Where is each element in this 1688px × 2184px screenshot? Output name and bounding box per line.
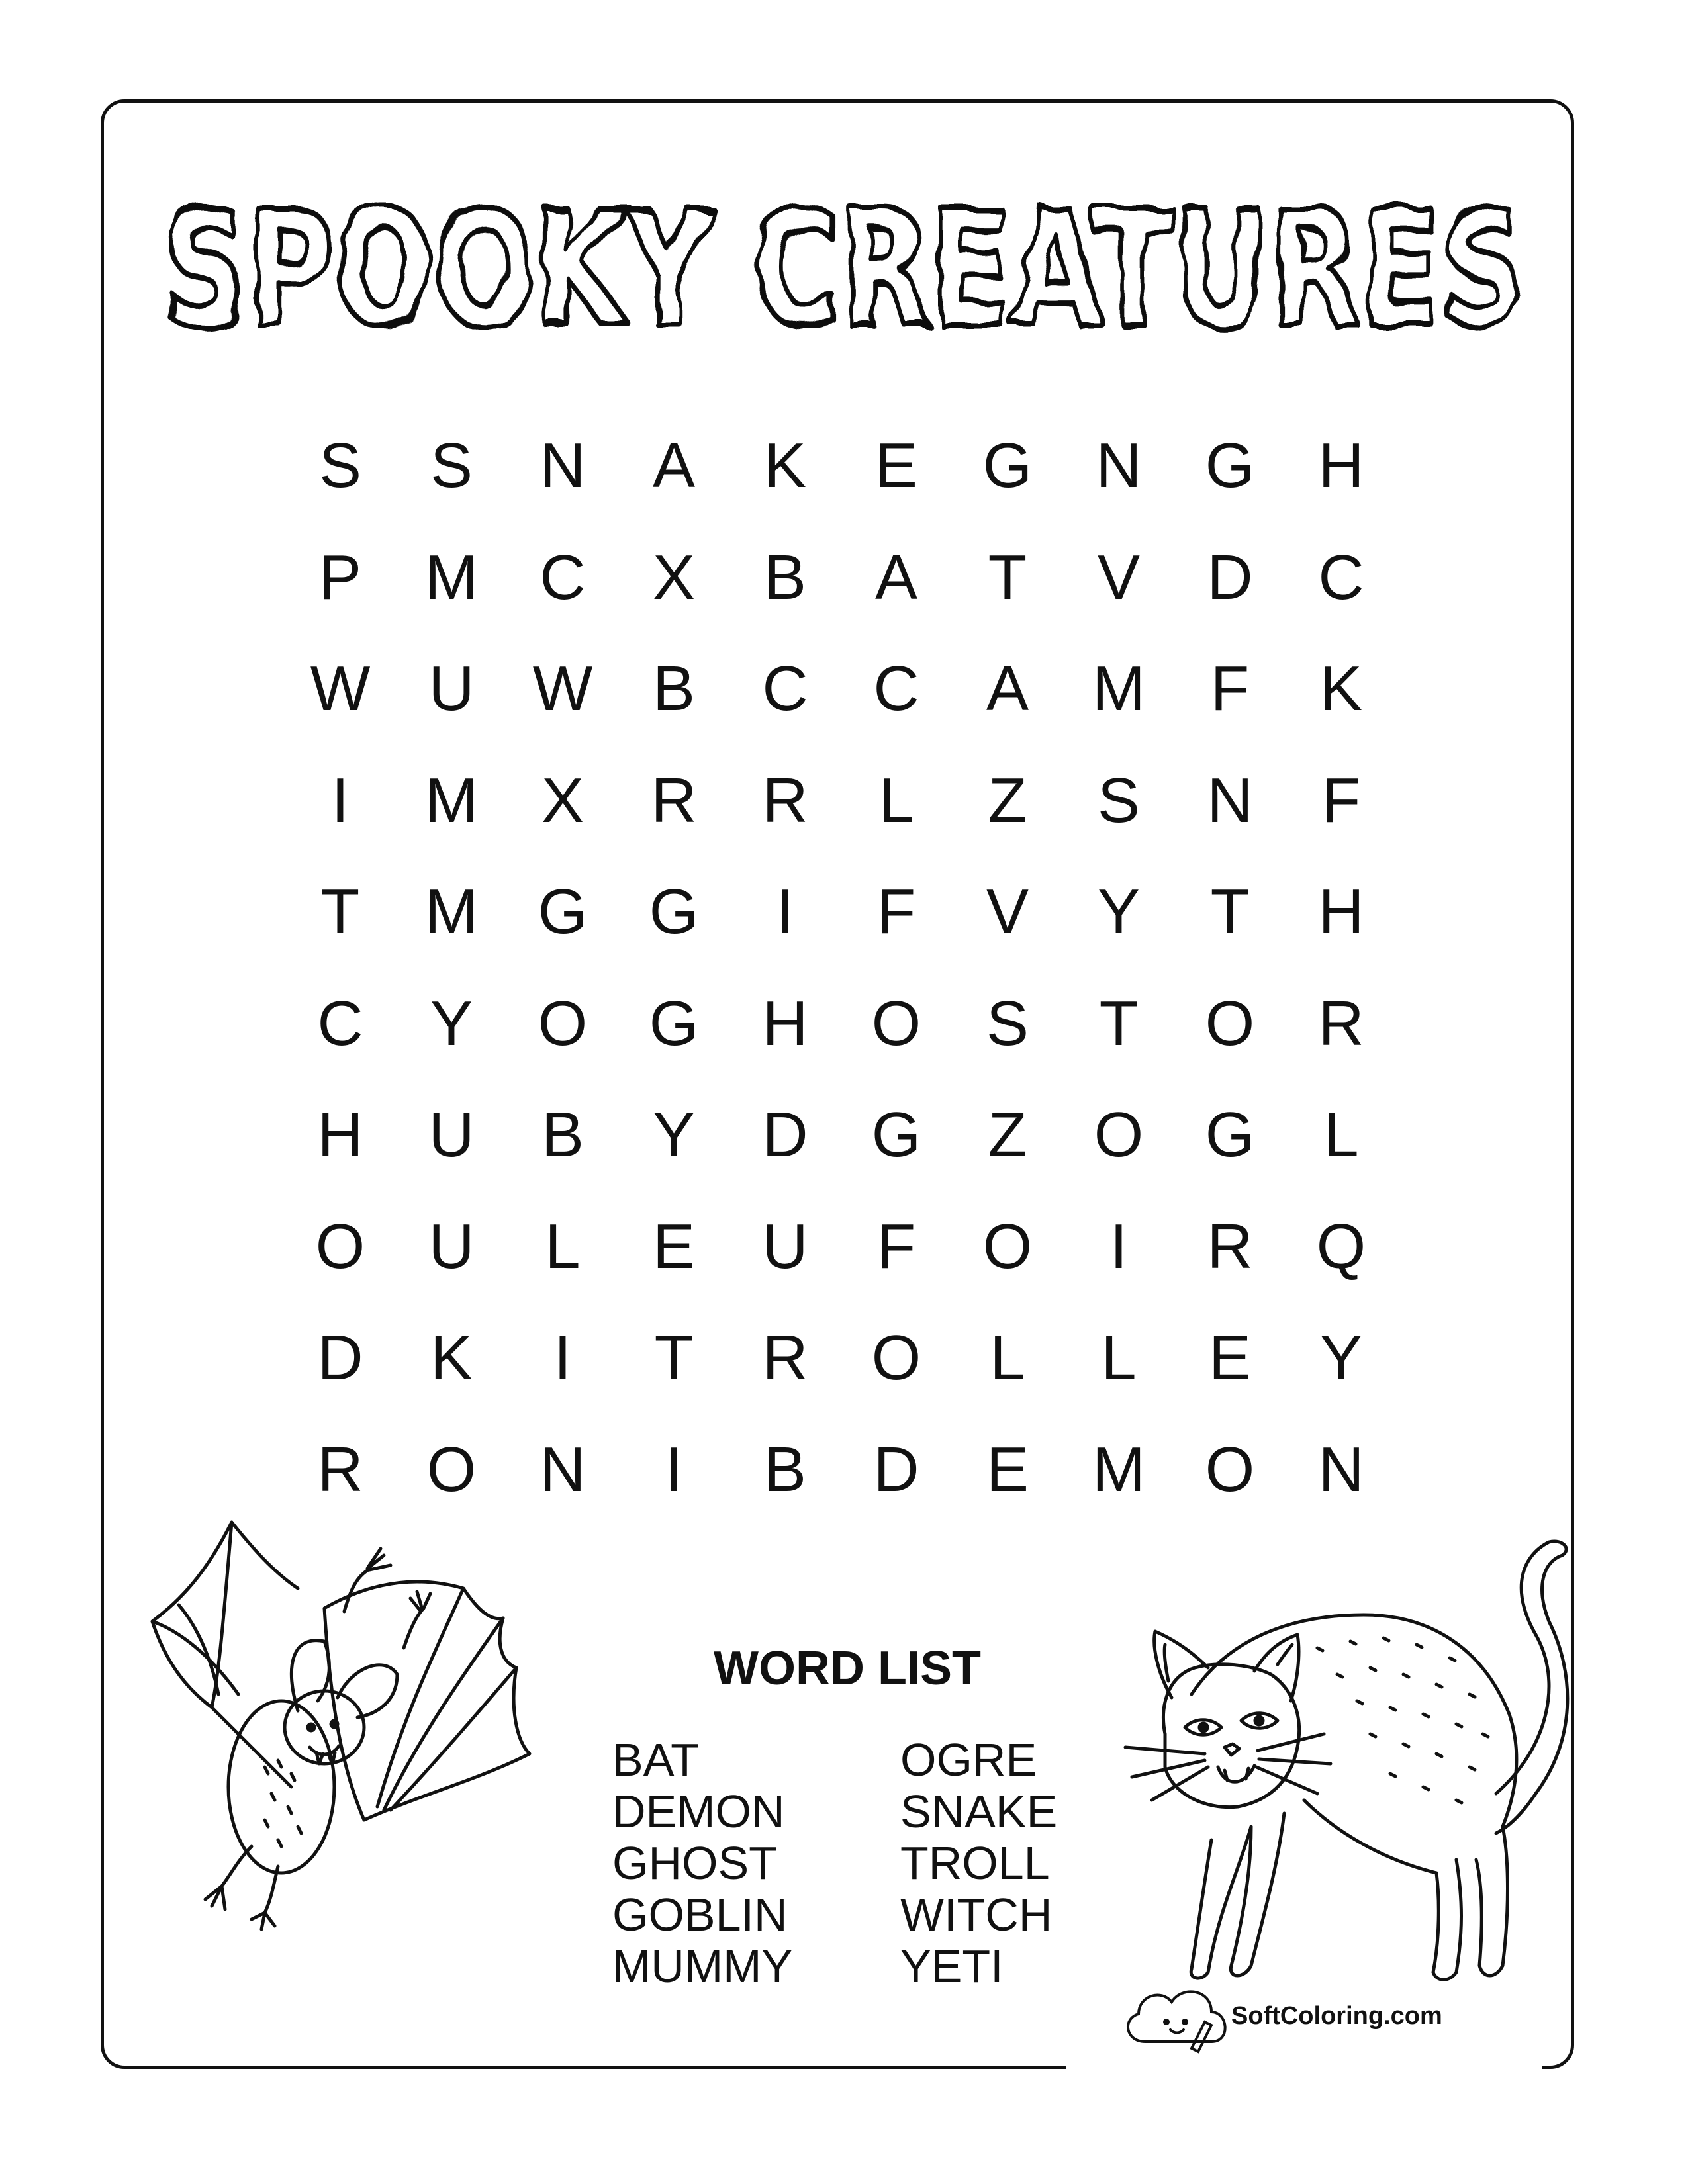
grid-letter: B	[652, 653, 696, 725]
grid-letter: F	[1321, 764, 1361, 836]
grid-letter: O	[1094, 1099, 1144, 1171]
word-list-item: MUMMY	[612, 1940, 793, 1992]
grid-letter: X	[541, 764, 585, 836]
grid-letter: I	[1109, 1210, 1128, 1282]
word-list-item: TROLL	[900, 1837, 1050, 1889]
grid-letter: T	[1099, 987, 1139, 1059]
grid-letter: Y	[1097, 876, 1141, 948]
grid-letter: U	[428, 1210, 475, 1282]
grid-letter: I	[776, 876, 794, 948]
grid-letter: R	[762, 1322, 808, 1394]
grid-letter: L	[1101, 1322, 1137, 1394]
grid-letter: R	[762, 764, 808, 836]
grid-letter: T	[1210, 876, 1250, 948]
grid-letter: P	[318, 541, 362, 613]
grid-letter: Z	[988, 1099, 1027, 1171]
grid-letter: U	[762, 1210, 808, 1282]
grid-letter: H	[762, 987, 808, 1059]
grid-letter: I	[553, 1322, 572, 1394]
grid-letter: D	[317, 1322, 363, 1394]
grid-row	[285, 856, 1410, 968]
word-list-column-2	[900, 1734, 1057, 1992]
grid-letter: K	[430, 1322, 473, 1394]
grid-letter: B	[763, 1433, 807, 1505]
grid-letter: D	[873, 1433, 919, 1505]
grid-letter: N	[539, 1433, 586, 1505]
grid-row	[285, 1079, 1410, 1191]
grid-letter: O	[1205, 1433, 1255, 1505]
grid-letter: K	[1319, 653, 1363, 725]
grid-letter: D	[762, 1099, 808, 1171]
grid-letter: M	[1092, 653, 1145, 725]
grid-letter: O	[871, 1322, 921, 1394]
grid-letter: L	[545, 1210, 581, 1282]
word-search-grid	[285, 410, 1410, 1525]
grid-letter: Y	[1319, 1322, 1363, 1394]
grid-letter: A	[874, 541, 918, 613]
grid-letter: G	[1205, 430, 1255, 502]
grid-letter: Q	[1316, 1210, 1366, 1282]
grid-row	[285, 968, 1410, 1080]
grid-letter: T	[654, 1322, 694, 1394]
page-title-text: SPOOKY CREATURES	[162, 177, 1526, 362]
grid-letter: G	[1205, 1099, 1255, 1171]
grid-letter: M	[1092, 1433, 1145, 1505]
grid-letter: C	[317, 987, 363, 1059]
grid-letter: K	[763, 430, 807, 502]
grid-letter: E	[652, 1210, 696, 1282]
grid-letter: N	[1207, 764, 1253, 836]
brand-text: SoftColoring.com	[1231, 2002, 1442, 2030]
grid-row	[285, 745, 1410, 857]
grid-letter: F	[876, 876, 916, 948]
grid-letter: V	[986, 876, 1029, 948]
grid-row	[285, 1302, 1410, 1414]
grid-letter: R	[1207, 1210, 1253, 1282]
grid-letter: O	[871, 987, 921, 1059]
grid-letter: N	[539, 430, 586, 502]
grid-letter: H	[317, 1099, 363, 1171]
cat-icon	[1086, 1516, 1575, 2005]
grid-letter: R	[1318, 987, 1364, 1059]
grid-letter: S	[1097, 764, 1141, 836]
grid-letter: G	[982, 430, 1033, 502]
grid-letter: M	[425, 541, 478, 613]
word-list-item: GHOST	[612, 1837, 777, 1889]
grid-letter: N	[1318, 1433, 1364, 1505]
grid-letter: M	[425, 876, 478, 948]
grid-letter: S	[318, 430, 362, 502]
grid-letter: Y	[652, 1099, 696, 1171]
bat-icon	[106, 1476, 583, 1939]
grid-letter: I	[331, 764, 350, 836]
grid-letter: N	[1096, 430, 1142, 502]
grid-letter: H	[1318, 876, 1364, 948]
word-list-item: WITCH	[900, 1889, 1053, 1940]
border-gap	[1066, 2064, 1542, 2077]
word-list-title: WORD LIST	[714, 1642, 981, 1695]
grid-letter: G	[871, 1099, 921, 1171]
grid-letter: I	[665, 1433, 683, 1505]
grid-letter: Z	[988, 764, 1027, 836]
grid-letter: C	[762, 653, 808, 725]
grid-letter: R	[317, 1433, 363, 1505]
grid-letter: E	[1208, 1322, 1252, 1394]
grid-letter: M	[425, 764, 478, 836]
grid-letter: F	[876, 1210, 916, 1282]
grid-letter: E	[986, 1433, 1029, 1505]
grid-letter: F	[1210, 653, 1250, 725]
grid-letter: C	[539, 541, 586, 613]
word-list-item: YETI	[900, 1940, 1004, 1992]
word-list-item: GOBLIN	[612, 1889, 788, 1940]
grid-letter: W	[310, 653, 371, 725]
grid-letter: E	[874, 430, 918, 502]
grid-letter: C	[1318, 541, 1364, 613]
word-list-item: OGRE	[900, 1734, 1037, 1786]
grid-letter: G	[649, 987, 699, 1059]
word-list-item: DEMON	[612, 1786, 785, 1837]
grid-letter: V	[1097, 541, 1141, 613]
grid-row	[285, 633, 1410, 745]
grid-letter: B	[541, 1099, 585, 1171]
grid-letter: U	[428, 1099, 475, 1171]
grid-letter: S	[430, 430, 473, 502]
grid-letter: A	[986, 653, 1029, 725]
grid-letter: T	[320, 876, 360, 948]
grid-letter: D	[1207, 541, 1253, 613]
grid-letter: W	[532, 653, 593, 725]
grid-letter: C	[873, 653, 919, 725]
grid-letter: T	[988, 541, 1027, 613]
grid-letter: B	[763, 541, 807, 613]
grid-letter: L	[878, 764, 914, 836]
grid-letter: X	[652, 541, 696, 613]
word-list-item: SNAKE	[900, 1786, 1058, 1837]
grid-letter: Y	[430, 987, 473, 1059]
grid-letter: U	[428, 653, 475, 725]
grid-letter: O	[982, 1210, 1033, 1282]
grid-letter: R	[651, 764, 697, 836]
page-title	[132, 162, 1556, 381]
grid-letter: O	[1205, 987, 1255, 1059]
grid-letter: O	[315, 1210, 365, 1282]
grid-row	[285, 522, 1410, 634]
grid-letter: G	[538, 876, 588, 948]
word-list-column-1	[612, 1734, 792, 1992]
grid-letter: O	[426, 1433, 477, 1505]
grid-row	[285, 1191, 1410, 1303]
grid-letter: A	[652, 430, 696, 502]
grid-letter: L	[990, 1322, 1025, 1394]
grid-letter: G	[649, 876, 699, 948]
grid-letter: H	[1318, 430, 1364, 502]
grid-letter: O	[538, 987, 588, 1059]
grid-row	[285, 410, 1410, 522]
word-list-item: BAT	[612, 1734, 699, 1786]
grid-letter: S	[986, 987, 1029, 1059]
grid-letter: L	[1323, 1099, 1359, 1171]
